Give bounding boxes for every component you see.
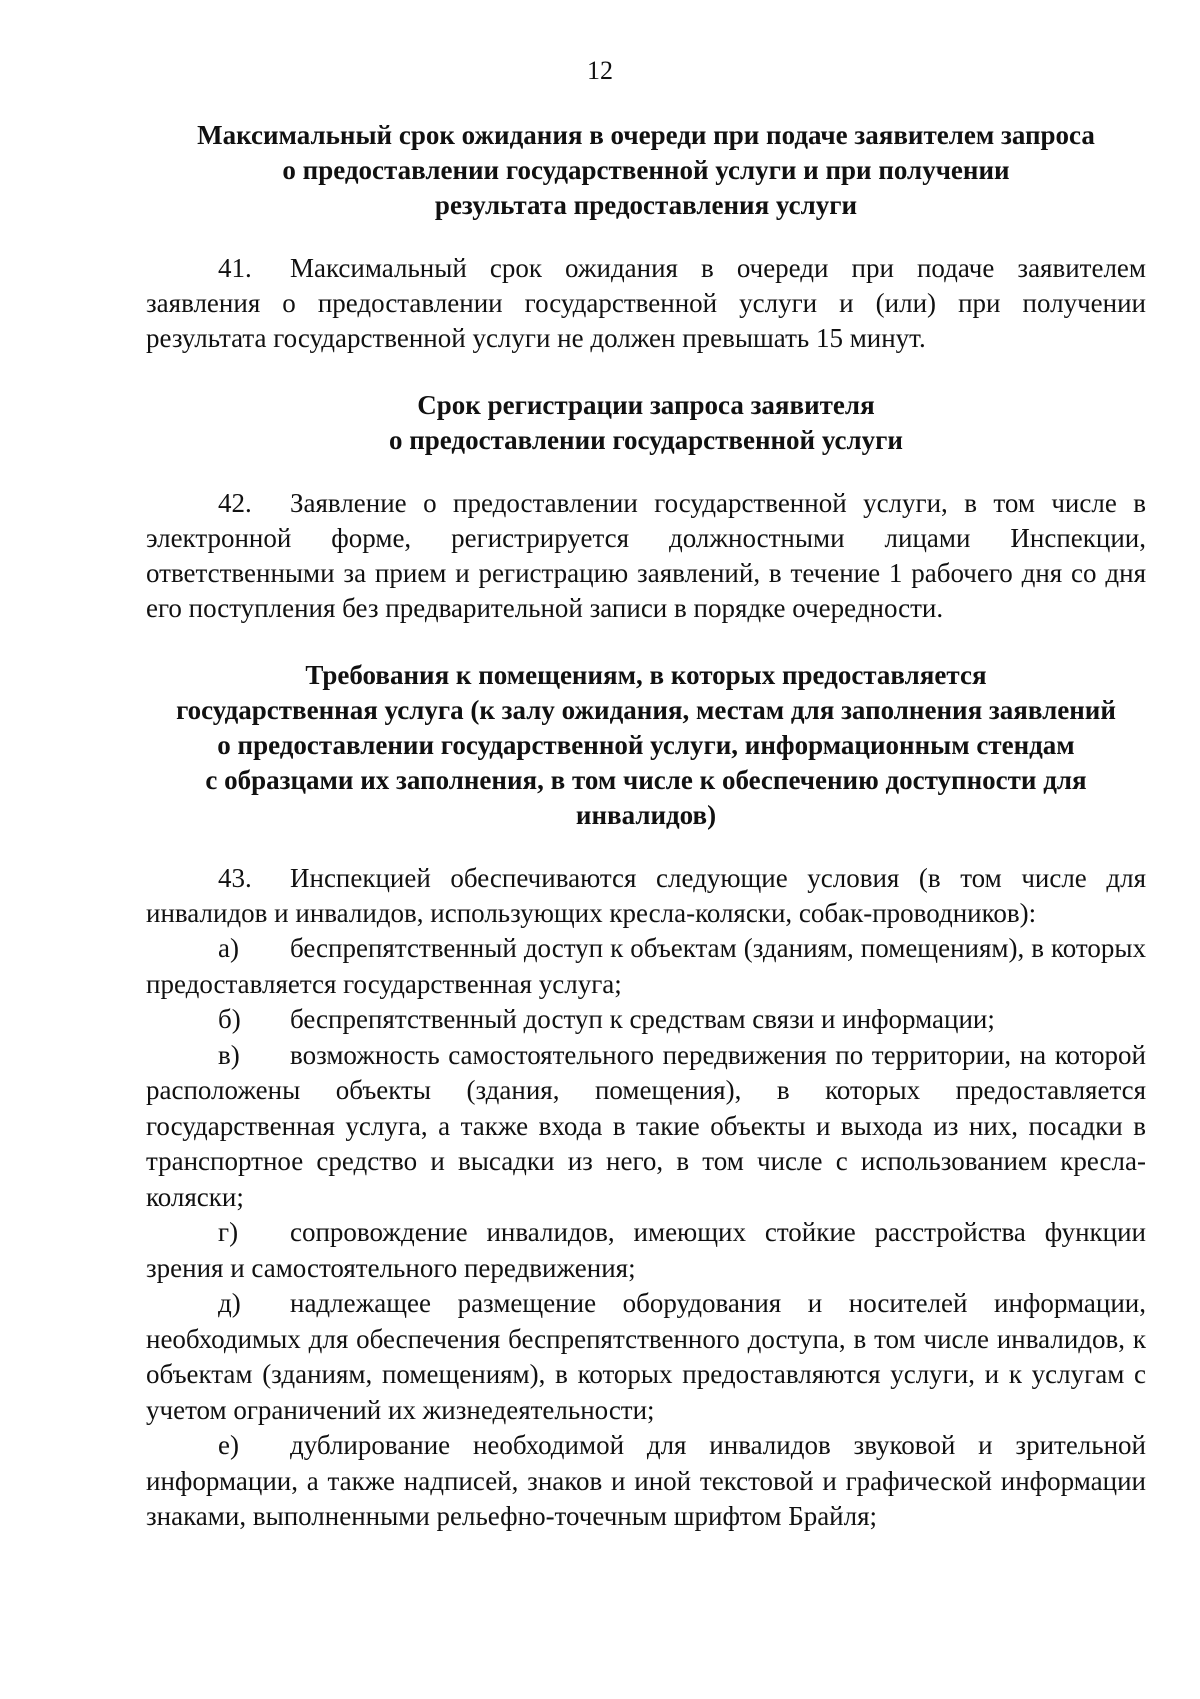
section-heading-waiting-time <box>146 118 1146 223</box>
section-heading-registration-term <box>146 388 1146 458</box>
list-item-a <box>146 931 1146 1002</box>
list-item-text: беспрепятственный доступ к объектам (зданиям, помещениям), в которых предоставляется государственная услуга; <box>146 933 1146 999</box>
heading-line: Максимальный срок ожидания в очереди при подаче заявителем запроса <box>197 120 1095 150</box>
list-item-g <box>146 1215 1146 1286</box>
heading-line: государственная услуга (к залу ожидания, местам для заполнения заявлений <box>176 695 1116 725</box>
list-marker: в) <box>218 1039 240 1070</box>
paragraph-41 <box>146 251 1146 356</box>
paragraph-text: Максимальный срок ожидания в очереди при подаче заявителем заявления о предоставлении государственной услуги и (или) при получении результата государственной услуги не должен превышать 15 минут. <box>146 253 1146 353</box>
section-heading-premises-requirements <box>146 658 1146 833</box>
list-marker: е) <box>218 1430 239 1460</box>
list-marker: а) <box>218 933 239 963</box>
heading-line: с образцами их заполнения, в том числе к обеспечению доступности для <box>205 765 1087 795</box>
list-item-b <box>146 1002 1146 1038</box>
list-item-text: дублирование необходимой для инвалидов звуковой и зрительной информации, а также надписей, знаков и иной текстовой и графической информации знаками, выполненными рельефно-точечным шрифтом Брайля; <box>146 1430 1146 1531</box>
document-body <box>146 118 1146 1535</box>
list-item-text: возможность самостоятельного передвижения по территории, на которой расположены объекты (здания, помещения), в которых предоставляется государственная услуга, а также входа в такие объекты и выхода из них, посадки в транспортное средство и высадки из него, в том числе с использованием кресла-коляски; <box>146 1039 1146 1212</box>
heading-line: о предоставлении государственной услуги, информационным стендам <box>217 730 1075 760</box>
paragraph-number: 42. <box>218 488 252 518</box>
heading-line: инвалидов) <box>575 800 717 830</box>
heading-line: о предоставлении государственной услуги <box>388 425 903 455</box>
heading-line: о предоставлении государственной услуги и при получении <box>282 155 1010 185</box>
list-item-text: сопровождение инвалидов, имеющих стойкие расстройства функции зрения и самостоятельного передвижения; <box>146 1217 1146 1283</box>
list-marker: д) <box>218 1288 241 1318</box>
list-item-e <box>146 1428 1146 1535</box>
paragraph-text: Заявление о предоставлении государственной услуги, в том числе в электронной форме, регистрируется должностными лицами Инспекции, ответственными за прием и регистрацию заявлений, в течение 1 рабочего дня со дня его поступления без предварительной записи в порядке очередности. <box>146 488 1146 623</box>
paragraph-42 <box>146 486 1146 626</box>
paragraph-number: 43. <box>218 863 252 893</box>
list-item-text: надлежащее размещение оборудования и носителей информации, необходимых для обеспечения беспрепятственного доступа, в том числе инвалидов, к объектам (зданиям, помещениям), в которых предоставляются услуги, и к услугам с учетом ограничений их жизнедеятельности; <box>146 1288 1146 1425</box>
page-number: 12 <box>587 56 613 85</box>
paragraph-number: 41. <box>218 253 252 283</box>
list-marker: г) <box>218 1217 239 1247</box>
heading-line: результата предоставления услуги <box>434 190 858 220</box>
list-item-v <box>146 1038 1146 1216</box>
paragraph-43 <box>146 861 1146 931</box>
list-item-d <box>146 1286 1146 1428</box>
heading-line: Срок регистрации запроса заявителя <box>417 390 875 420</box>
heading-line: Требования к помещениям, в которых предоставляется <box>305 660 987 690</box>
list-item-text: беспрепятственный доступ к средствам связи и информации; <box>290 1004 995 1034</box>
paragraph-text: Инспекцией обеспечиваются следующие условия (в том числе для инвалидов и инвалидов, использующих кресла-коляски, собак-проводников): <box>146 863 1146 928</box>
list-marker: б) <box>218 1004 241 1034</box>
